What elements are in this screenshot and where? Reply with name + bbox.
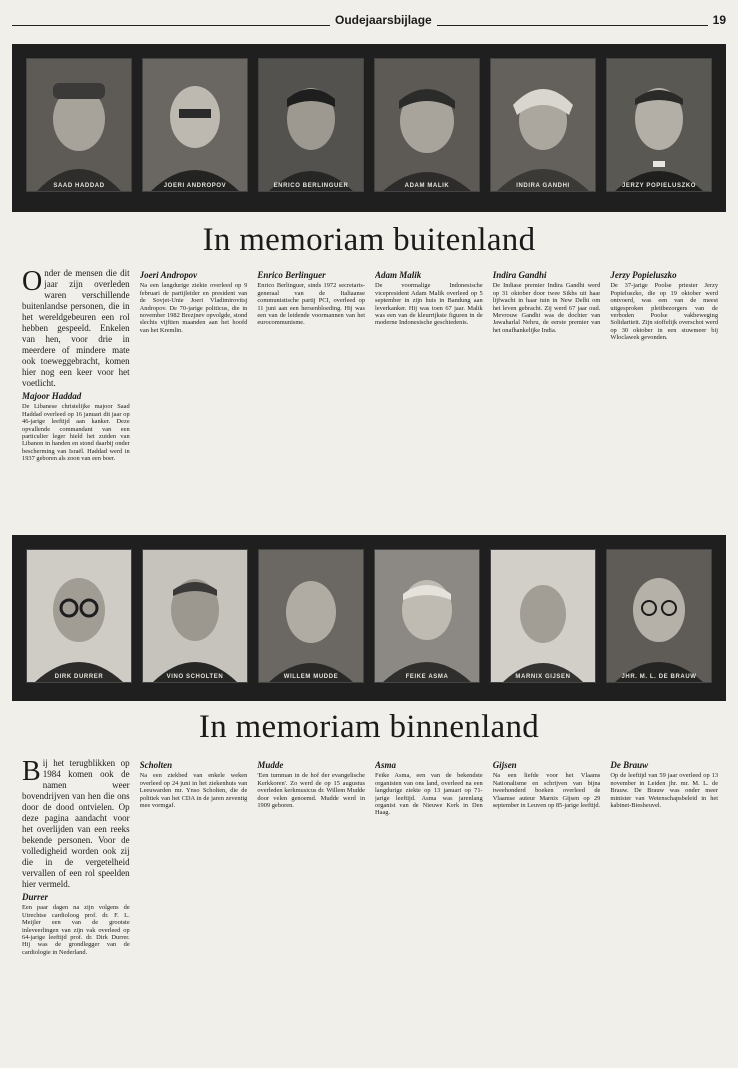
- portrait-andropov: [142, 58, 248, 192]
- column: [140, 268, 248, 530]
- column: [493, 758, 601, 1060]
- column: [257, 758, 365, 1060]
- portrait-gijsen: [490, 549, 596, 683]
- paragraph-berlinguer: Enrico Berlinguer, sinds 1972 secretaris-generaal van de Italiaanse communistische partij PCI, overleed op 11 juni aan een hersenbloeding. Hij was een van de leidende voormannen van het eurocommunisme.: [257, 282, 366, 327]
- article-columns-domestic: [22, 758, 718, 1060]
- portrait-caption: JERZY POPIELUSZKO: [621, 183, 697, 189]
- column: [140, 758, 248, 1060]
- portrait-scholten: [142, 549, 248, 683]
- heading-text: In memoriam binnenland: [198, 709, 540, 745]
- portrait-photo: [259, 59, 363, 191]
- portrait-band-domestic: [12, 535, 726, 701]
- portrait-caption: WILLEM MUDDE: [283, 674, 339, 680]
- portrait-caption: ADAM MALIK: [404, 183, 450, 189]
- section-heading-foreign: [12, 222, 726, 259]
- drop-cap: O: [22, 268, 43, 297]
- portrait-mudde: [258, 549, 364, 683]
- paragraph-malik: De voormalige Indonesische vicepresident Adam Malik overleed op 5 september in zijn huis in Bandung aan leverkanker. Hij was toen 67 jaar. Malik was een van de kleurrijkste figuren in de moderne Indonesische geschiedenis.: [375, 282, 483, 327]
- paragraph-haddad: De Libanese christelijke majoor Saad Haddad overleed op 16 januari dit jaar op 46-jarige leeftijd aan kanker. Deze opvallende commandant van een particulier leger hield het zuiden van Libanon in handen en stond daarbij onder bescherming van Israël. Haddad werd in 1937 geboren als zoon van een boer.: [22, 403, 130, 463]
- column: [610, 758, 718, 1060]
- section-heading-domestic: [12, 709, 726, 746]
- paragraph-mudde: 'Een turnman in de hof der evangelische Kerkkoren'. Zo werd de op 15 augustus overleden kerkmusicus dr. Willem Mudde door velen genoemd. Mudde werd in 1909 geboren.: [257, 772, 366, 810]
- portrait-photo: [27, 59, 131, 191]
- paragraph-debrauw: Op de leeftijd van 59 jaar overleed op 13 november in Leiden jhr. mr. M. L. de Brauw. De Brauw was onder meer minister van Wetenschapsbeleid in het kabinet-Biesheuvel.: [610, 772, 719, 810]
- portrait-caption: DIRK DURRER: [54, 674, 104, 680]
- portrait-photo: [491, 59, 595, 191]
- column: [375, 758, 483, 1060]
- subhead-berlinguer: Enrico Berlinguer: [257, 270, 326, 280]
- portrait-caption: VINO SCHOLTEN: [166, 674, 224, 680]
- portrait-popieluszko: [606, 58, 712, 192]
- portrait-caption: SAAD HADDAD: [53, 183, 105, 189]
- portrait-photo: [375, 59, 479, 191]
- subhead-scholten: Scholten: [139, 760, 173, 770]
- portrait-photo: [375, 550, 479, 682]
- portrait-photo: [491, 550, 595, 682]
- paragraph-asma: Feike Asma, een van de bekendste organisten van ons land, overleed na een langdurige ziekte op 13 januari op 71-jarige leeftijd. Asma was jarenlang organist van de Nieuwe Kerk in Den Haag.: [375, 772, 483, 817]
- portrait-photo: [143, 550, 247, 682]
- portrait-caption: INDIRA GANDHI: [516, 183, 570, 189]
- page-number: 19: [708, 13, 726, 27]
- paragraph-scholten: Na een ziekbed van enkele weken overleed op 24 juni in het ziekenhuis van Leeuwarden mr. Ynso Scholten, die de politiek van het CDA in de jaren zeventig mee vormgaf.: [139, 772, 248, 810]
- portrait-gandhi: [490, 58, 596, 192]
- subhead-gijsen: Gijsen: [492, 760, 517, 770]
- intro-text: ij het terugblikken op 1984 komen ook de namen weer bovendrijven van hen die ons door de dood ontvielen. Op deze pagina aandacht voor het overlijden van een reeks bekende personen. Voor de volledigheid worden ook zij die in de vergetelheid vervallen of een rol speelden hier vermeld.: [22, 758, 130, 889]
- subhead-gandhi: Indira Gandhi: [492, 270, 547, 280]
- portrait-caption: JHR. M. L. DE BRAUW: [621, 674, 697, 680]
- portrait-debrauw: [606, 549, 712, 683]
- portrait-durrer: [26, 549, 132, 683]
- portrait-asma: [374, 549, 480, 683]
- subhead-durrer: Durrer: [22, 892, 49, 902]
- heading-text: In memoriam buitenland: [202, 222, 536, 258]
- column: [493, 268, 601, 530]
- column: [257, 268, 365, 530]
- portrait-photo: [259, 550, 363, 682]
- portrait-photo: [27, 550, 131, 682]
- intro-paragraph: [22, 268, 130, 389]
- portrait-caption: MARNIX GIJSEN: [515, 674, 571, 680]
- portrait-caption: JOERI ANDROPOV: [163, 183, 227, 189]
- paragraph-durrer: Een paar dagen na zijn volgens de Utrechtse cardioloog prof. dr. F. L. Meijler een van de grootste inleveerlingen van zijn vak overleed op 64-jarige leeftijd prof. dr. Dirk Durrer. Hij was de grondlegger van de cardiologie in Nederland.: [22, 904, 130, 956]
- column: [22, 268, 130, 530]
- portrait-caption: ENRICO BERLINGUER: [273, 183, 349, 189]
- page-header: [12, 10, 726, 36]
- drop-cap: B: [22, 758, 41, 787]
- portrait-haddad: [26, 58, 132, 192]
- column: [375, 268, 483, 530]
- portrait-photo: [607, 59, 711, 191]
- paragraph-popieluszko: De 37-jarige Poolse priester Jerzy Popieluszko, die op 19 oktober werd ontvoerd, was een van de meest uitgesproken pleitbezorgers van de verboden Poolse vakbeweging Solidariteit. Zijn stoffelijk overschot werd op 30 oktober in een stuwmeer bij Wloclawek gevonden.: [610, 282, 719, 342]
- portrait-malik: [374, 58, 480, 192]
- intro-paragraph: [22, 758, 130, 890]
- subhead-debrauw: De Brauw: [610, 760, 649, 770]
- portrait-photo: [143, 59, 247, 191]
- subhead-malik: Adam Malik: [375, 270, 422, 280]
- intro-text: nder de mensen die dit jaar zijn overleden waren verschillende buitenlandse personen, die in het wereldgebeuren een rol hebben gespeeld. Enkelen van hen, voor drie in meerdere of mindere mate ook toeweggebracht, komen hier nog een keer voor het voetlicht.: [22, 268, 130, 388]
- paragraph-andropov: Na een langdurige ziekte overleed op 9 februari de partijleider en president van de Sovjet-Unie Joeri Vladimirovitsj Andropov. De 70-jarige politicus, die in november 1982 Brezjnev opvolgde, stond slechts vijftien maanden aan het hoofd van het Kremlin.: [139, 282, 248, 334]
- article-columns-foreign: [22, 268, 718, 530]
- subhead-popieluszko: Jerzy Popieluszko: [610, 270, 677, 280]
- column: [22, 758, 130, 1060]
- paragraph-gijsen: Na een liefde voor het Vlaams Nationalisme en schrijven van bijna tweehonderd boeken overleed de Vlaamse auteur Marnix Gijsen op 29 september in Leuven op 85-jarige leeftijd.: [492, 772, 601, 810]
- subhead-asma: Asma: [375, 760, 397, 770]
- portrait-caption: FEIKE ASMA: [405, 674, 449, 680]
- portrait-photo: [607, 550, 711, 682]
- portrait-berlinguer: [258, 58, 364, 192]
- column: [610, 268, 718, 530]
- subhead-mudde: Mudde: [257, 760, 284, 770]
- subhead-haddad: Majoor Haddad: [22, 391, 82, 401]
- section-title: Oudejaarsbijlage: [330, 13, 437, 27]
- portrait-band-foreign: [12, 44, 726, 212]
- paragraph-gandhi: De Indiase premier Indira Gandhi werd op 31 oktober door twee Sikhs uit haar lijfwacht in haar tuin in New Delhi om het leven gebracht. Zij werd 67 jaar oud. Mevrouw Gandhi was de dochter van Jawaharlal Nehru, de eerste premier van het onafhankelijke India.: [492, 282, 601, 334]
- subhead-andropov: Joeri Andropov: [139, 270, 198, 280]
